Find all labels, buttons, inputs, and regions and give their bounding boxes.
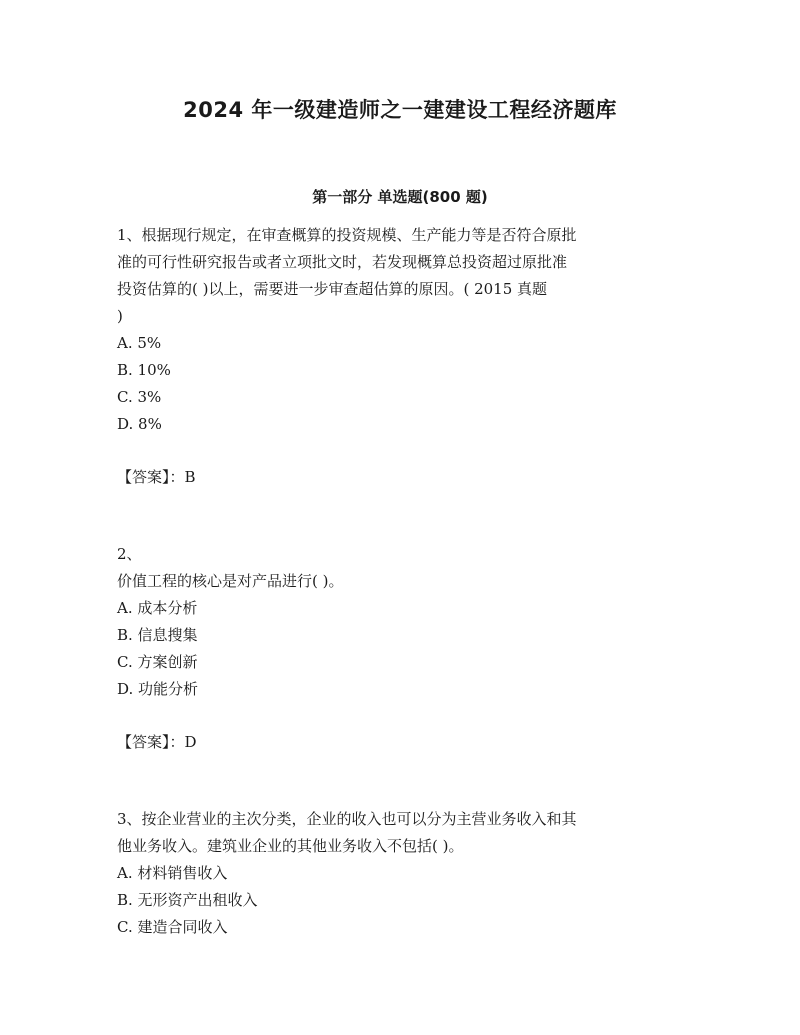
option-b: B. 无形资产出租收入 xyxy=(117,891,258,909)
option-c: C. 方案创新 xyxy=(117,653,198,671)
question-text-line: 准的可行性研究报告或者立项批文时，若发现概算总投资超过原批准 xyxy=(117,253,568,271)
answer-label: 【答案】：D xyxy=(117,733,197,751)
option-b: B. 信息搜集 xyxy=(117,626,198,644)
question-text-line: 投资估算的( )以上，需要进一步审查超估算的原因。( 2015 真题 xyxy=(117,280,548,298)
option-a: A. 材料销售收入 xyxy=(117,864,228,882)
question-text-line: 1、根据现行规定，在审查概算的投资规模、生产能力等是否符合原批 xyxy=(117,226,577,244)
spacer xyxy=(117,756,687,806)
document-title: 2024 年一级建造师之一建建设工程经济题库 xyxy=(183,98,617,122)
question-text-line: 价值工程的核心是对产品进行( )。 xyxy=(117,572,344,590)
question-1 xyxy=(117,222,687,491)
question-text-line: 2、 xyxy=(117,545,142,563)
option-c: C. 建造合同收入 xyxy=(117,918,228,936)
question-2 xyxy=(117,541,687,756)
question-text-line: 3、按企业营业的主次分类，企业的收入也可以分为主营业务收入和其 xyxy=(117,810,577,828)
option-c: C. 3% xyxy=(117,388,162,406)
question-text-line: 他业务收入。建筑业企业的其他业务收入不包括( )。 xyxy=(117,837,464,855)
option-b: B. 10% xyxy=(117,361,171,379)
option-a: A. 5% xyxy=(117,334,162,352)
spacer xyxy=(117,491,687,541)
option-d: D. 8% xyxy=(117,415,162,433)
option-d: D. 功能分析 xyxy=(117,680,199,698)
answer-label: 【答案】：B xyxy=(117,468,196,486)
question-text-line: ) xyxy=(117,307,123,325)
question-3 xyxy=(117,806,687,941)
option-a: A. 成本分析 xyxy=(117,599,198,617)
section-title: 第一部分 单选题(800 题) xyxy=(312,188,488,206)
question-list xyxy=(117,222,687,941)
